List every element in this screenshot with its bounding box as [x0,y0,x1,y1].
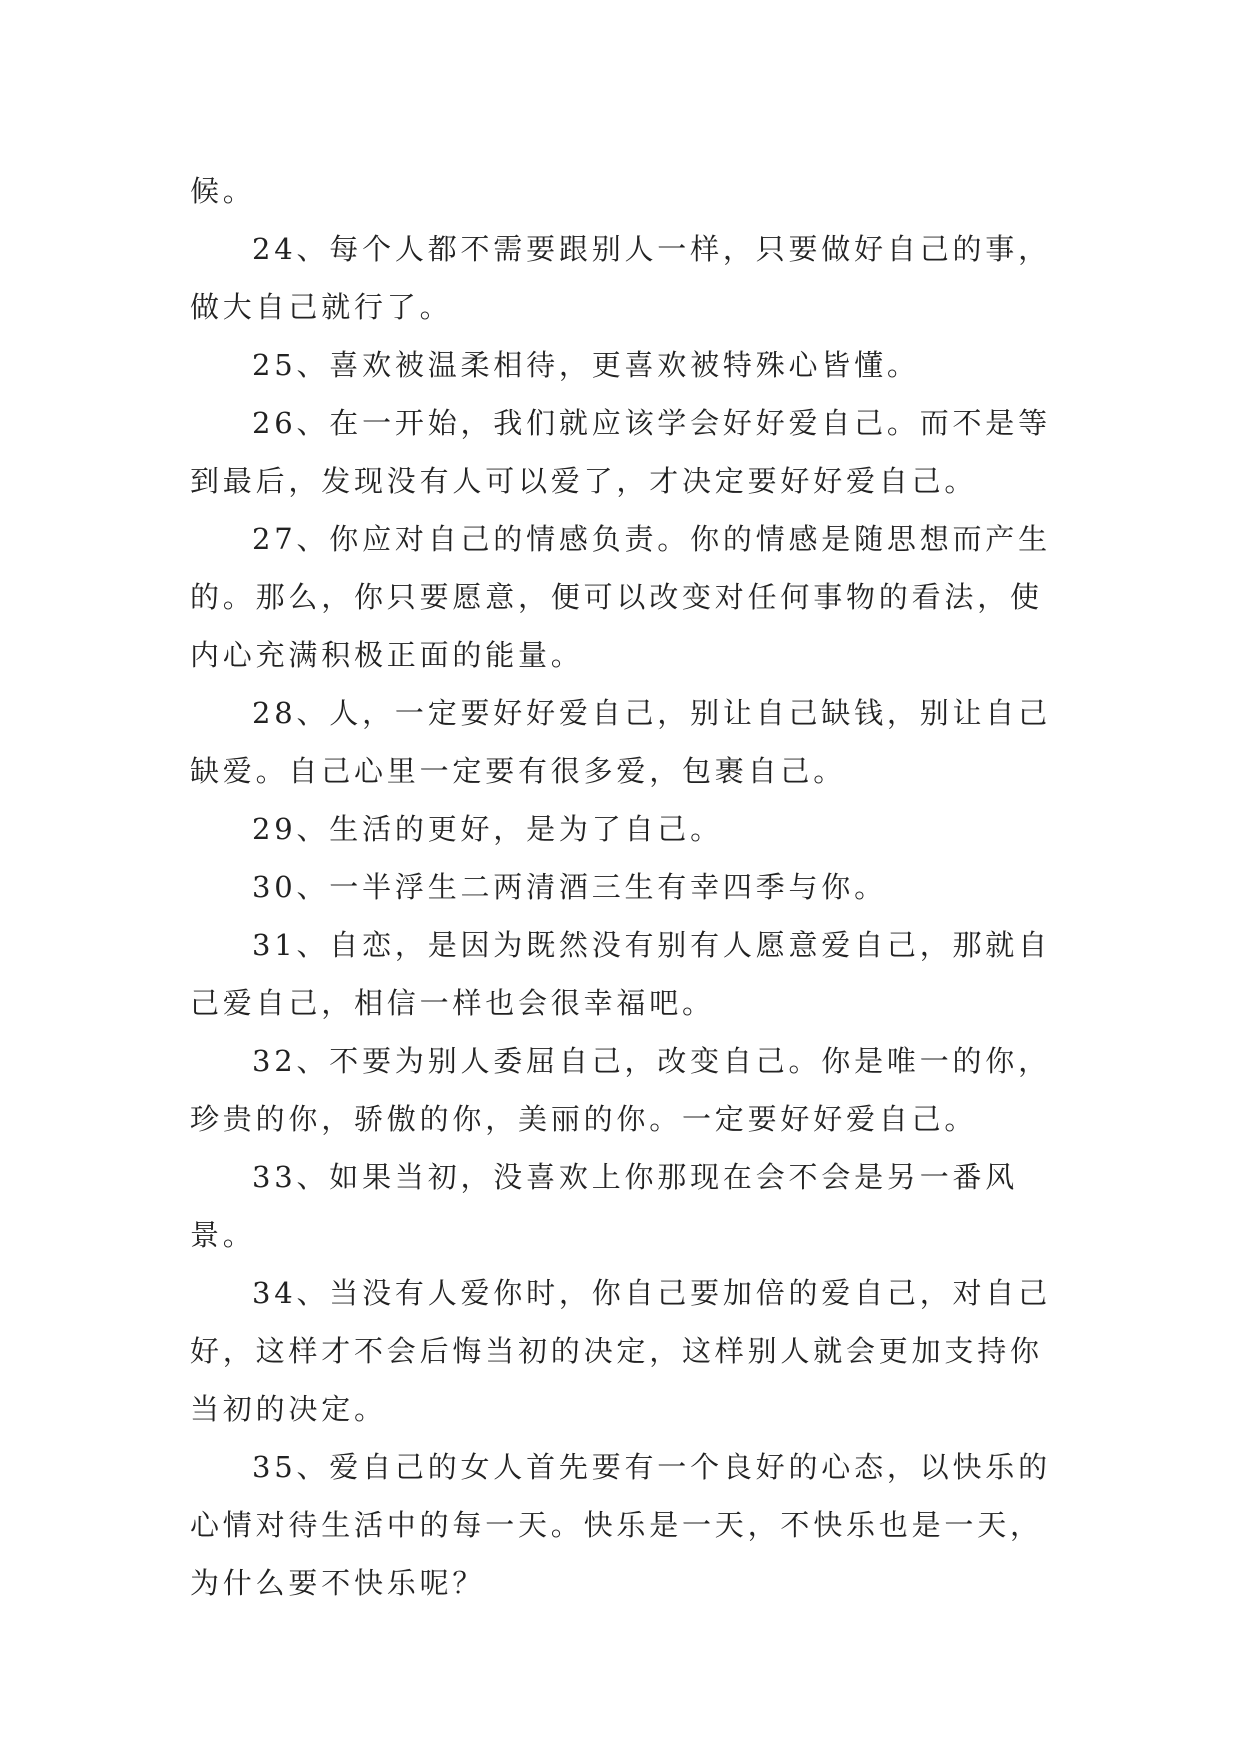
paragraph-35: 35、爱自己的女人首先要有一个良好的心态，以快乐的心情对待生活中的每一天。快乐是一天，不快乐也是一天，为什么要不快乐呢？ [190,1450,1051,1600]
paragraph-34: 34、当没有人爱你时，你自己要加倍的爱自己，对自己好，这样才不会后悔当初的决定，这样别人就会更加支持你当初的决定。 [190,1276,1051,1426]
paragraph-continuation: 候。 [190,174,256,208]
paragraph-33: 33、如果当初，没喜欢上你那现在会不会是另一番风景。 [190,1160,1019,1252]
paragraph-26: 26、在一开始，我们就应该学会好好爱自己。而不是等到最后，发现没有人可以爱了，才决定要好好爱自己。 [190,406,1051,498]
paragraph-28: 28、人，一定要好好爱自己，别让自己缺钱，别让自己缺爱。自己心里一定要有很多爱，包裹自己。 [190,696,1051,788]
paragraph-32: 32、不要为别人委屈自己，改变自己。你是唯一的你，珍贵的你，骄傲的你，美丽的你。一定要好好爱自己。 [190,1044,1051,1136]
paragraph-25: 25、喜欢被温柔相待，更喜欢被特殊心皆懂。 [252,348,920,382]
document-body [190,162,1070,1612]
paragraph-29: 29、生活的更好，是为了自己。 [252,812,723,846]
paragraph-31: 31、自恋，是因为既然没有别有人愿意爱自己，那就自己爱自己，相信一样也会很幸福吧。 [190,928,1051,1020]
paragraph-27: 27、你应对自己的情感负责。你的情感是随思想而产生的。那么，你只要愿意，便可以改变对任何事物的看法，使内心充满积极正面的能量。 [190,522,1051,672]
paragraph-30: 30、一半浮生二两清酒三生有幸四季与你。 [252,870,887,904]
paragraph-24: 24、每个人都不需要跟别人一样，只要做好自己的事，做大自己就行了。 [190,232,1051,324]
